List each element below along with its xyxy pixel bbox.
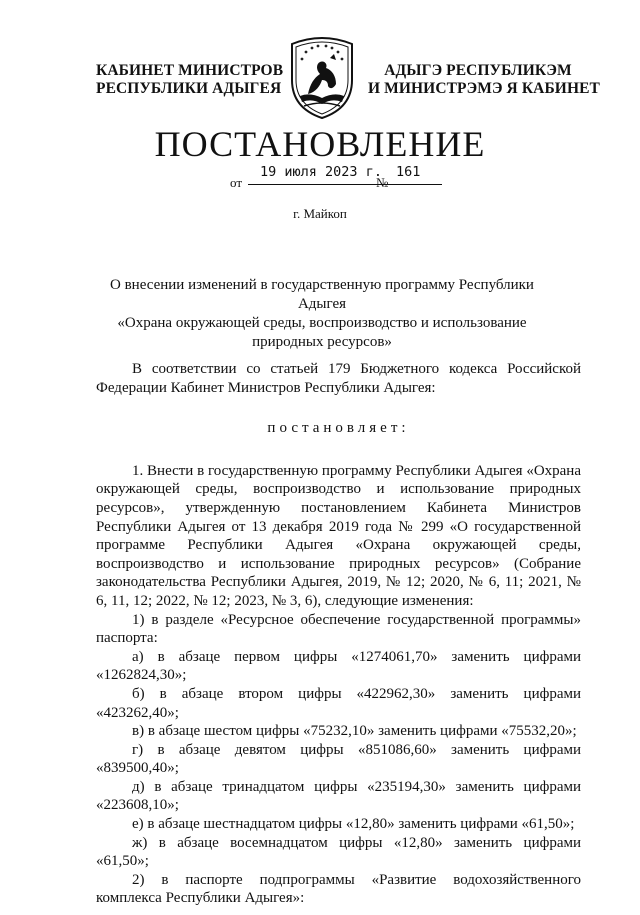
subitem-g: г) в абзаце девятом цифры «851086,60» заменить цифрами «839500,40»; [96,741,581,777]
subitem-a: а) в абзаце первом цифры «1274061,70» заменить цифрами «1262824,30»; [96,648,581,684]
document-date: 19 июля 2023 г. [248,164,394,185]
item-1: 1) в разделе «Ресурсное обеспечение государственной программы» паспорта: [96,611,581,647]
document-body [96,360,581,908]
subitem-e: е) в абзаце шестнадцатом цифры «12,80» заменить цифрами «61,50»; [132,816,575,833]
document-subject [96,276,548,352]
subitem-zh: ж) в абзаце восемнадцатом цифры «12,80» заменить цифрами «61,50»; [96,834,581,870]
document-title: ПОСТАНОВЛЕНИЕ [154,124,486,164]
paragraph-1: 1. Внести в государственную программу Республики Адыгея «Охрана окружающей среды, воспроизводство и использование природных ресурсов», утвержденную постановлением Кабинета Министров Республики Адыгея от 13 декабря 2019 года № 299 «О государственной программе Республики Адыгея «Охрана окружающей среды, воспроизводство и использование природных ресурсов» (Собрание законодательства Республики Адыгея, 2019, № 12; 2020, № 6, 11; 2021, № 6, 11, 12; 2022, № 12; 2023, № 3, 6), следующие изменения: [96,462,581,609]
issuer-line-1: АДЫГЭ РЕСПУБЛИКЭМ [384,62,572,79]
subitem-d: д) в абзаце тринадцатом цифры «235194,30» заменить цифрами «223608,10»; [96,778,581,814]
document-number: 161 [394,164,442,185]
issuer-name-adyghe [368,62,600,98]
date-prefix: от [230,175,243,190]
issuer-line-1: КАБИНЕТ МИНИСТРОВ [96,62,284,79]
subject-line-1: О внесении изменений в государственную программу Республики Адыгея [110,277,534,312]
adygea-coat-of-arms-icon [286,34,358,120]
subject-line-3: природных ресурсов» [252,334,392,350]
item-2: 2) в паспорте подпрограммы «Развитие водохозяйственного комплекса Республики Адыгея»: [96,871,581,907]
number-prefix: № [376,175,389,190]
subitem-v: в) в абзаце шестом цифры «75232,10» заменить цифрами «75532,20»; [132,723,577,740]
subject-line-2: «Охрана окружающей среды, воспроизводство и использование [117,315,527,331]
issuer-line-2: И МИНИСТРЭМЭ Я КАБИНЕТ [368,80,600,97]
subitem-b: б) в абзаце втором цифры «422962,30» заменить цифрами «423262,40»; [96,685,581,721]
decree-word: постановляет: [267,420,410,437]
issuer-line-2: РЕСПУБЛИКИ АДЫГЕЯ [96,80,282,97]
city-name: г. Майкоп [293,206,347,221]
issuer-name-russian [96,62,284,98]
preamble: В соответствии со статьей 179 Бюджетного кодекса Российской Федерации Кабинет Министров Республики Адыгея: [96,361,581,396]
date-number-line [226,164,486,192]
